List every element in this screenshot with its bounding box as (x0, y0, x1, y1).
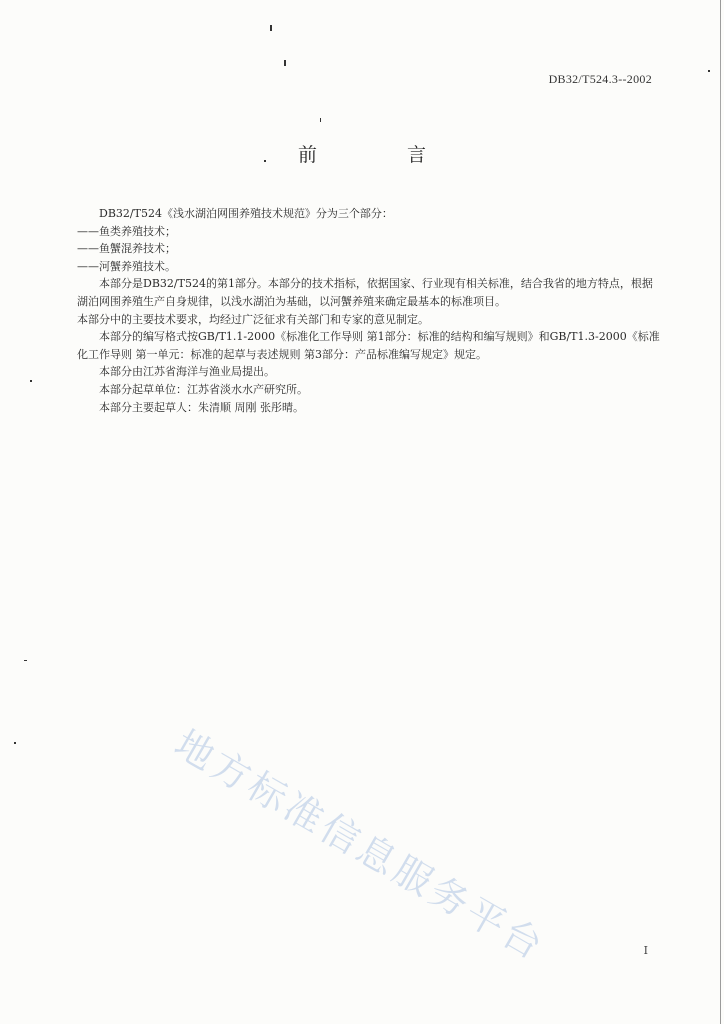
intro-paragraph: DB32/T524《浅水湖泊网围养殖技术规范》分为三个部分： (99, 207, 393, 220)
part-list-item: ——鱼蟹混养技术； (77, 242, 176, 256)
scan-speck (284, 60, 286, 66)
paragraph: 本部分的编写格式按GB/T1.1-2000《标准化工作导则 第1部分：标准的结构和编写规则》和GB/T1.3-2000《标准化工作导则 第一单元：标准的起草与表述规则 第3部分：产品标准编写规定》规定。 (77, 330, 660, 361)
scan-speck (708, 70, 710, 72)
watermark: 地方标准信息服务平台 (167, 721, 553, 970)
part-list-item: ——河蟹养殖技术。 (77, 259, 176, 273)
scan-speck (270, 25, 272, 31)
foreword-body (77, 205, 662, 416)
page-title: 前 言 (297, 144, 469, 166)
scan-speck (30, 380, 32, 382)
document-code: DB32/T524.3--2002 (548, 72, 652, 86)
paragraph: 本部分是DB32/T524的第1部分。本部分的技术指标，依据国家、行业现有相关标准，结合我省的地方特点，根据湖泊网围养殖生产自身规律，以浅水湖泊为基础，以河蟹养殖来确定最基本的标准项目。 (77, 277, 653, 308)
page-number: I (643, 944, 648, 957)
part-list-item: ——鱼类养殖技术； (77, 224, 176, 238)
paragraph: 本部分由江苏省海洋与渔业局提出。 (99, 365, 275, 379)
paragraph: 本部分起草单位：江苏省淡水水产研究所。 (99, 382, 308, 396)
paragraph: 本部分中的主要技术要求，均经过广泛征求有关部门和专家的意见制定。 (77, 312, 429, 326)
scan-speck (14, 742, 16, 744)
scan-speck (320, 118, 321, 122)
scan-speck (24, 660, 27, 661)
paragraph: 本部分主要起草人：朱清顺 周刚 张彤晴。 (99, 400, 304, 414)
